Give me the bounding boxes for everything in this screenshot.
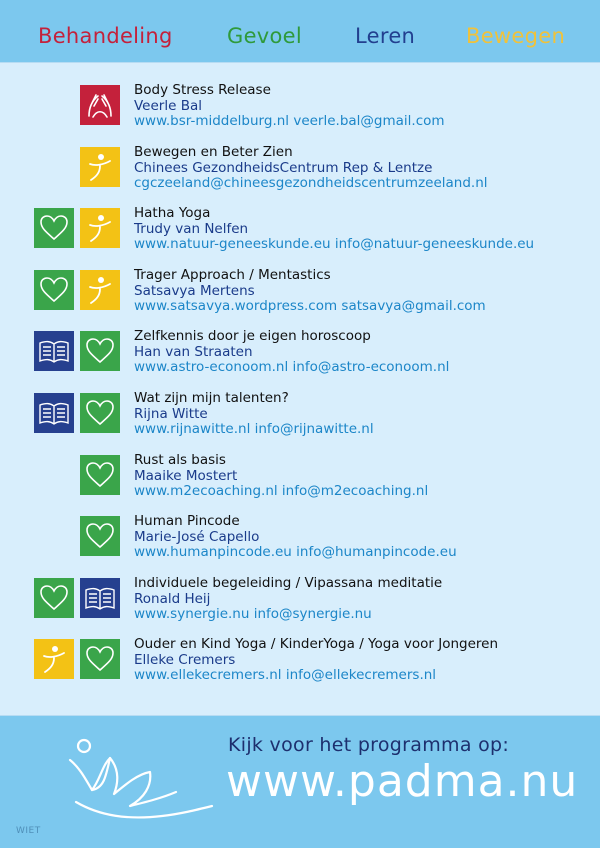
hands-icon xyxy=(80,85,120,125)
list-item xyxy=(0,391,600,447)
list-item xyxy=(0,206,600,262)
designer-mark: WIET xyxy=(16,826,41,836)
entry-name: Han van Straaten xyxy=(134,343,253,360)
entry-title: Rust als basis xyxy=(134,452,226,468)
book-icon xyxy=(80,578,120,618)
figure-icon xyxy=(34,639,74,679)
category-bewegen: Bewegen xyxy=(466,24,566,48)
entry-title: Ouder en Kind Yoga / KinderYoga / Yoga voor Jongeren xyxy=(134,636,499,652)
listing-panel xyxy=(0,62,600,716)
heart-icon xyxy=(34,208,74,248)
entry-links[interactable]: www.natuur-geneeskunde.eu info@natuur-geneeskunde.eu xyxy=(134,236,535,252)
list-item xyxy=(0,145,600,201)
heart-icon xyxy=(34,578,74,618)
entry-links[interactable]: www.bsr-middelburg.nl veerle.bal@gmail.com xyxy=(134,113,445,129)
list-item xyxy=(0,83,600,139)
heart-icon xyxy=(34,270,74,310)
figure-icon xyxy=(80,208,120,248)
heart-icon xyxy=(80,331,120,371)
entry-links[interactable]: www.ellekecremers.nl info@ellekecremers.nl xyxy=(134,667,437,683)
entry-title: Body Stress Release xyxy=(134,82,271,98)
entry-title: Human Pincode xyxy=(134,513,240,529)
entry-title: Trager Approach / Mentastics xyxy=(134,267,331,283)
entry-links[interactable]: www.rijnawitte.nl info@rijnawitte.nl xyxy=(134,421,374,437)
list-item xyxy=(0,268,600,324)
entry-name: Satsavya Mertens xyxy=(134,282,255,299)
entry-name: Rijna Witte xyxy=(134,405,208,422)
entry-title: Zelfkennis door je eigen horoscoop xyxy=(134,328,371,344)
figure-icon xyxy=(80,270,120,310)
category-header xyxy=(0,0,600,62)
entry-links[interactable]: www.m2ecoaching.nl info@m2ecoaching.nl xyxy=(134,483,429,499)
list-item xyxy=(0,514,600,570)
category-behandeling: Behandeling xyxy=(38,24,173,48)
list-item xyxy=(0,453,600,509)
book-icon xyxy=(34,393,74,433)
entry-title: Hatha Yoga xyxy=(134,205,211,221)
entry-name: Chinees GezondheidsCentrum Rep & Lentze xyxy=(134,159,433,176)
entry-title: Individuele begeleiding / Vipassana meditatie xyxy=(134,575,443,591)
entry-links[interactable]: www.synergie.nu info@synergie.nu xyxy=(134,606,372,622)
list-item xyxy=(0,637,600,693)
entry-title: Bewegen en Beter Zien xyxy=(134,144,293,160)
book-icon xyxy=(34,331,74,371)
program-cta: Kijk voor het programma op: xyxy=(228,734,510,756)
heart-icon xyxy=(80,393,120,433)
entry-name: Veerle Bal xyxy=(134,97,202,114)
entry-name: Marie-José Capello xyxy=(134,528,260,545)
entry-links[interactable]: www.astro-econoom.nl info@astro-econoom.nl xyxy=(134,359,450,375)
entry-links[interactable]: cgczeeland@chineesgezondheidscentrumzeeland.nl xyxy=(134,175,488,191)
heart-icon xyxy=(80,639,120,679)
entry-name: Elleke Cremers xyxy=(134,651,236,668)
entry-links[interactable]: www.satsavya.wordpress.com satsavya@gmail.com xyxy=(134,298,486,314)
entry-title: Wat zijn mijn talenten? xyxy=(134,390,289,406)
category-gevoel: Gevoel xyxy=(227,24,303,48)
entry-name: Maaike Mostert xyxy=(134,467,238,484)
entry-name: Trudy van Nelfen xyxy=(134,220,249,237)
list-item xyxy=(0,576,600,632)
entry-name: Ronald Heij xyxy=(134,590,211,607)
lotus-logo xyxy=(66,732,226,827)
category-leren: Leren xyxy=(355,24,416,48)
figure-icon xyxy=(80,147,120,187)
entry-links[interactable]: www.humanpincode.eu info@humanpincode.eu xyxy=(134,544,457,560)
list-item xyxy=(0,329,600,385)
heart-icon xyxy=(80,516,120,556)
heart-icon xyxy=(80,455,120,495)
website-link[interactable]: www.padma.nu xyxy=(226,756,579,807)
